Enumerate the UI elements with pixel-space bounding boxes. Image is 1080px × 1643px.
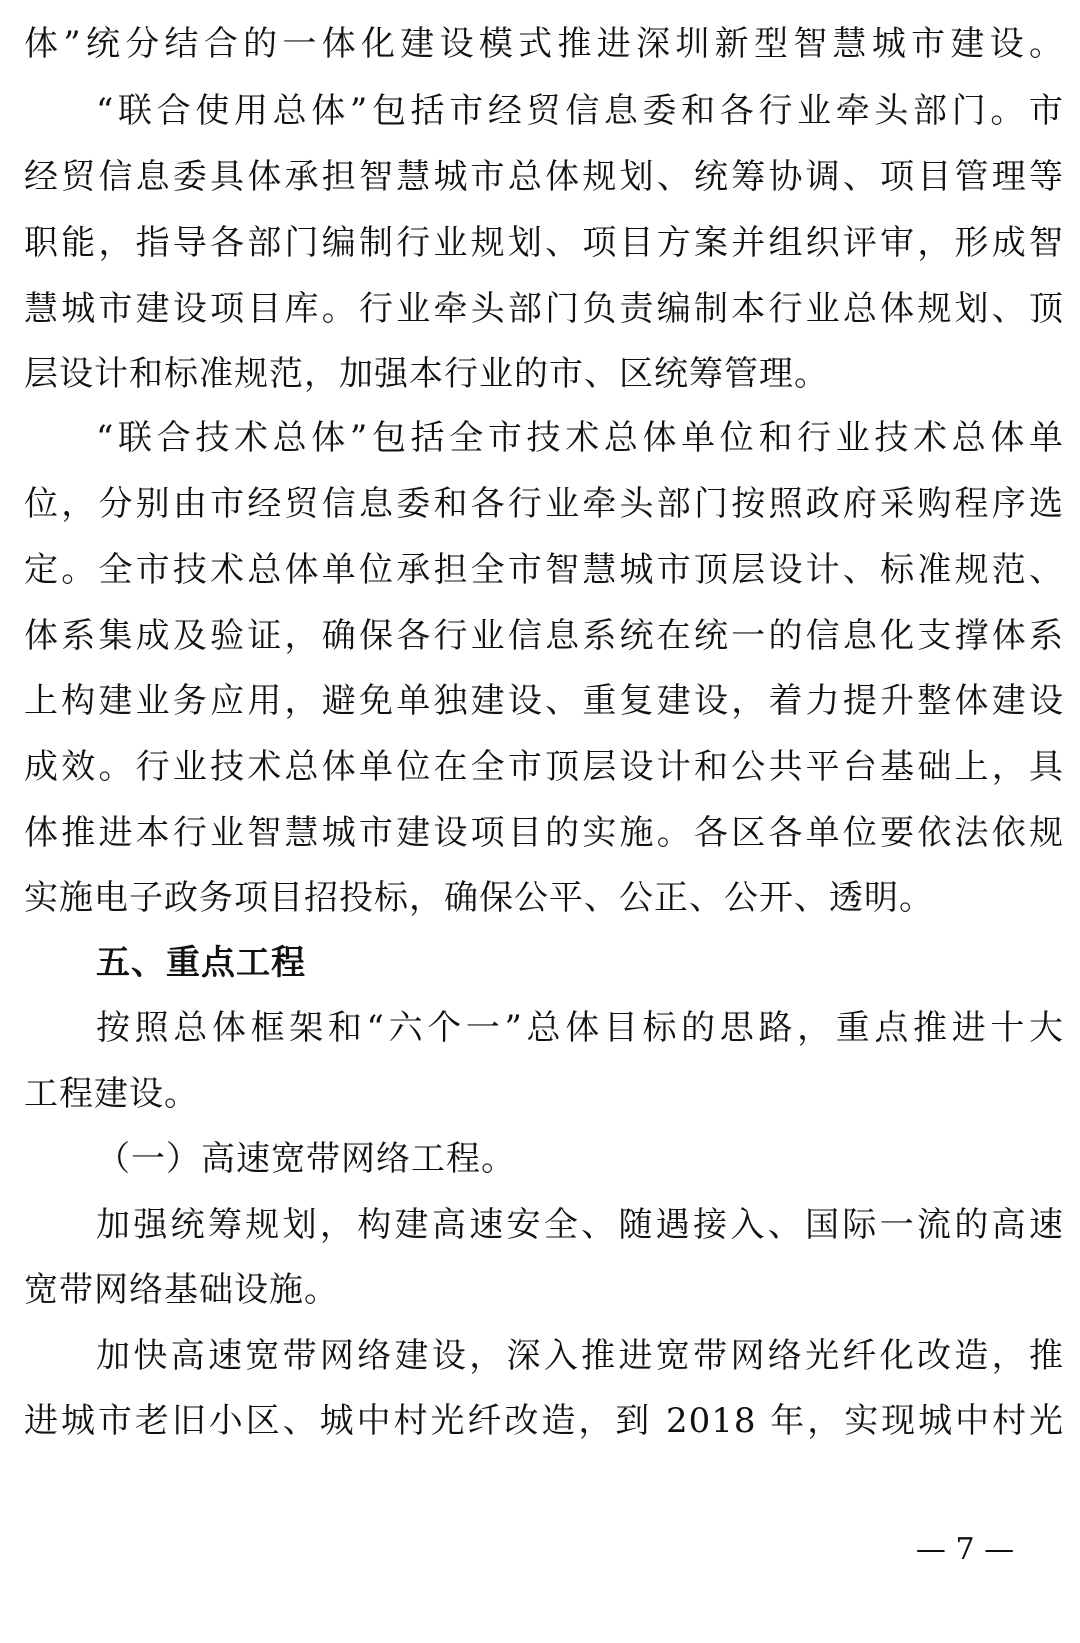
text-line-19: 加强统筹规划，构建高速安全、随遇接入、国际一流的高速: [96, 1205, 1064, 1245]
subsection-heading: （一）高速宽带网络工程。: [96, 1139, 516, 1179]
text-line-10: 体系集成及验证，确保各行业信息系统在统一的信息化支撑体系: [24, 616, 1064, 656]
text-line-16: 按照总体框架和“六个一”总体目标的思路，重点推进十大: [96, 1008, 1064, 1048]
text-line-12: 成效。行业技术总体单位在全市顶层设计和公共平台基础上，具: [24, 747, 1064, 787]
text-line-8: 位，分别由市经贸信息委和各行业牵头部门按照政府采购程序选: [24, 484, 1064, 524]
text-line-20: 宽带网络基础设施。: [24, 1270, 339, 1310]
text-line-11: 上构建业务应用，避免单独建设、重复建设，着力提升整体建设: [24, 681, 1064, 721]
text-line-22: 进城市老旧小区、城中村光纤改造，到 2018 年，实现城中村光: [24, 1401, 1064, 1441]
text-line-7: “联合技术总体”包括全市技术总体单位和行业技术总体单: [96, 418, 1064, 458]
text-line-5: 慧城市建设项目库。行业牵头部门负责编制本行业总体规划、顶: [24, 289, 1064, 329]
text-line-3: 经贸信息委具体承担智慧城市总体规划、统筹协调、项目管理等: [24, 157, 1064, 197]
text-line-4: 职能，指导各部门编制行业规划、项目方案并组织评审，形成智: [24, 223, 1064, 263]
page-number: — 7 —: [915, 1532, 1015, 1567]
section-heading: 五、重点工程: [96, 943, 306, 983]
text-line-13: 体推进本行业智慧城市建设项目的实施。各区各单位要依法依规: [24, 813, 1064, 853]
text-line-21: 加快高速宽带网络建设，深入推进宽带网络光纤化改造，推: [96, 1336, 1064, 1376]
text-line-17: 工程建设。: [24, 1074, 199, 1114]
text-line-2: “联合使用总体”包括市经贸信息委和各行业牵头部门。市: [96, 91, 1064, 131]
text-line-14: 实施电子政务项目招投标，确保公平、公正、公开、透明。: [24, 878, 934, 918]
text-line-6: 层设计和标准规范，加强本行业的市、区统筹管理。: [24, 354, 829, 394]
text-line-9: 定。全市技术总体单位承担全市智慧城市顶层设计、标准规范、: [24, 550, 1064, 590]
text-line-1: 体”统分结合的一体化建设模式推进深圳新型智慧城市建设。: [24, 24, 1064, 64]
